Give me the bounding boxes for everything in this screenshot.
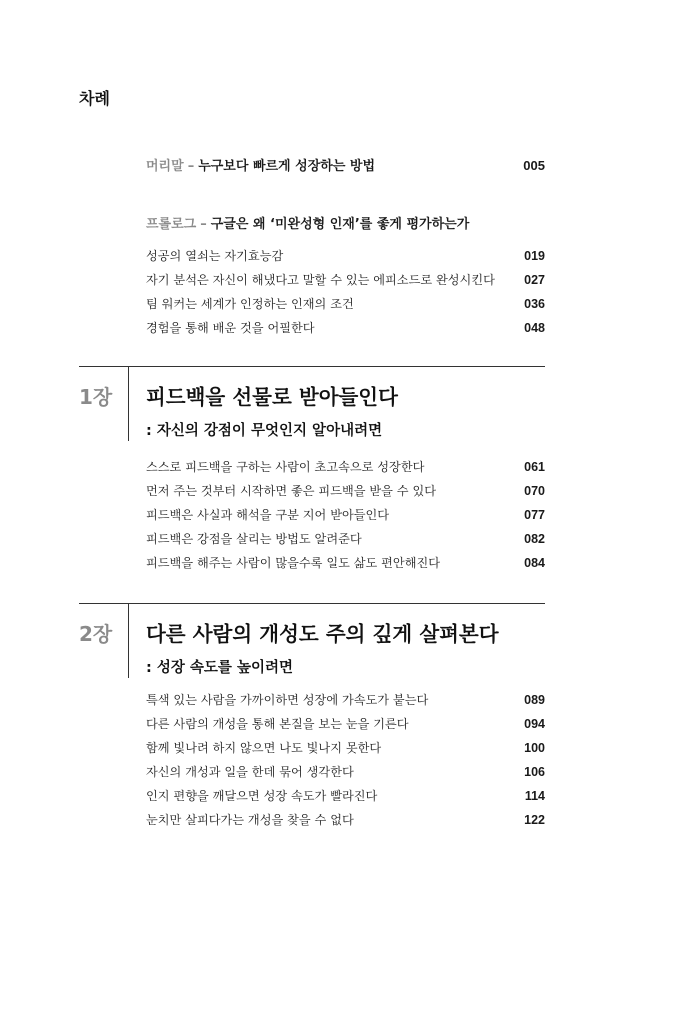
preface-page: 005 <box>523 158 545 173</box>
toc-entry[interactable] <box>146 784 545 808</box>
toc-entry-page: 077 <box>524 508 545 522</box>
toc-entry-page: 089 <box>524 693 545 707</box>
prologue-heading <box>146 213 545 232</box>
chapter-2-vertical-rule <box>128 604 129 678</box>
preface-title: 누구보다 빠르게 성장하는 방법 <box>198 159 376 174</box>
prologue-label: 프롤로그 <box>146 217 197 232</box>
chapter-1-divider <box>79 366 545 367</box>
toc-entry-title: 자기 분석은 자신이 해냈다고 말할 수 있는 에피소드로 완성시킨다 <box>146 273 495 287</box>
toc-entry[interactable] <box>146 688 545 712</box>
chapter-1-subtitle: : 자신의 강점이 무엇인지 알아내려면 <box>146 423 383 439</box>
prologue-dash: – <box>200 217 207 232</box>
toc-entry-title: 성공의 열쇠는 자기효능감 <box>146 249 284 263</box>
page-title: 차례 <box>79 89 110 108</box>
preface-dash: – <box>187 159 195 174</box>
chapter-2-number: 2장 <box>79 622 113 646</box>
toc-entry[interactable] <box>146 712 545 736</box>
toc-entry-page: 048 <box>524 321 545 335</box>
toc-entry-page: 082 <box>524 532 545 546</box>
toc-entry-title: 스스로 피드백을 구하는 사람이 초고속으로 성장한다 <box>146 460 425 474</box>
toc-entry[interactable] <box>146 268 545 292</box>
toc-entry-page: 027 <box>524 273 545 287</box>
toc-entry-page: 084 <box>524 556 545 570</box>
prologue-title: 구글은 왜 ‘미완성형 인재’를 좋게 평가하는가 <box>210 217 470 232</box>
toc-entry[interactable] <box>146 316 545 340</box>
prologue-entry-list <box>146 244 545 340</box>
chapter-1-number: 1장 <box>79 385 113 409</box>
toc-entry[interactable] <box>146 479 545 503</box>
toc-entry-page: 100 <box>524 741 545 755</box>
toc-entry[interactable] <box>146 736 545 760</box>
toc-entry[interactable] <box>146 808 545 832</box>
toc-entry-title: 피드백은 사실과 해석을 구분 지어 받아들인다 <box>146 508 390 522</box>
toc-entry[interactable] <box>146 503 545 527</box>
toc-entry[interactable] <box>146 551 545 575</box>
chapter-1-vertical-rule <box>128 367 129 441</box>
toc-entry-title: 팀 워커는 세계가 인정하는 인재의 조건 <box>146 297 354 311</box>
toc-entry-page: 106 <box>524 765 545 779</box>
toc-entry[interactable] <box>146 527 545 551</box>
toc-entry[interactable] <box>146 455 545 479</box>
toc-entry-page: 122 <box>524 813 545 827</box>
toc-entry-title: 자신의 개성과 일을 한데 묶어 생각한다 <box>146 765 354 779</box>
toc-entry-title: 경험을 통해 배운 것을 어필한다 <box>146 321 315 335</box>
chapter-2-subtitle: : 성장 속도를 높이려면 <box>146 660 294 676</box>
chapter-1-entry-list <box>146 455 545 575</box>
chapter-1-title[interactable]: 피드백을 선물로 받아들인다 <box>146 385 398 409</box>
toc-entry-page: 094 <box>524 717 545 731</box>
toc-entry-page: 114 <box>524 789 545 803</box>
preface-heading <box>146 155 545 174</box>
toc-entry-title: 다른 사람의 개성을 통해 본질을 보는 눈을 기른다 <box>146 717 409 731</box>
chapter-2-divider <box>79 603 545 604</box>
toc-entry-page: 019 <box>524 249 545 263</box>
toc-entry-title: 눈치만 살피다가는 개성을 찾을 수 없다 <box>146 813 354 827</box>
toc-entry-title: 인지 편향을 깨달으면 성장 속도가 빨라진다 <box>146 789 378 803</box>
toc-entry[interactable] <box>146 292 545 316</box>
toc-entry-page: 070 <box>524 484 545 498</box>
toc-entry[interactable] <box>146 244 545 268</box>
preface-label: 머리말 <box>146 159 184 174</box>
chapter-2-entry-list <box>146 688 545 832</box>
toc-entry-title: 피드백을 해주는 사람이 많을수록 일도 삶도 편안해진다 <box>146 556 441 570</box>
toc-entry-title: 특색 있는 사람을 가까이하면 성장에 가속도가 붙는다 <box>146 693 429 707</box>
chapter-2-title[interactable]: 다른 사람의 개성도 주의 깊게 살펴본다 <box>146 622 499 646</box>
toc-entry-title: 먼저 주는 것부터 시작하면 좋은 피드백을 받을 수 있다 <box>146 484 437 498</box>
toc-entry-page: 036 <box>524 297 545 311</box>
toc-entry[interactable] <box>146 760 545 784</box>
toc-entry-page: 061 <box>524 460 545 474</box>
toc-entry-title: 피드백은 강점을 살리는 방법도 알려준다 <box>146 532 362 546</box>
toc-entry-title: 함께 빛나려 하지 않으면 나도 빛나지 못한다 <box>146 741 382 755</box>
